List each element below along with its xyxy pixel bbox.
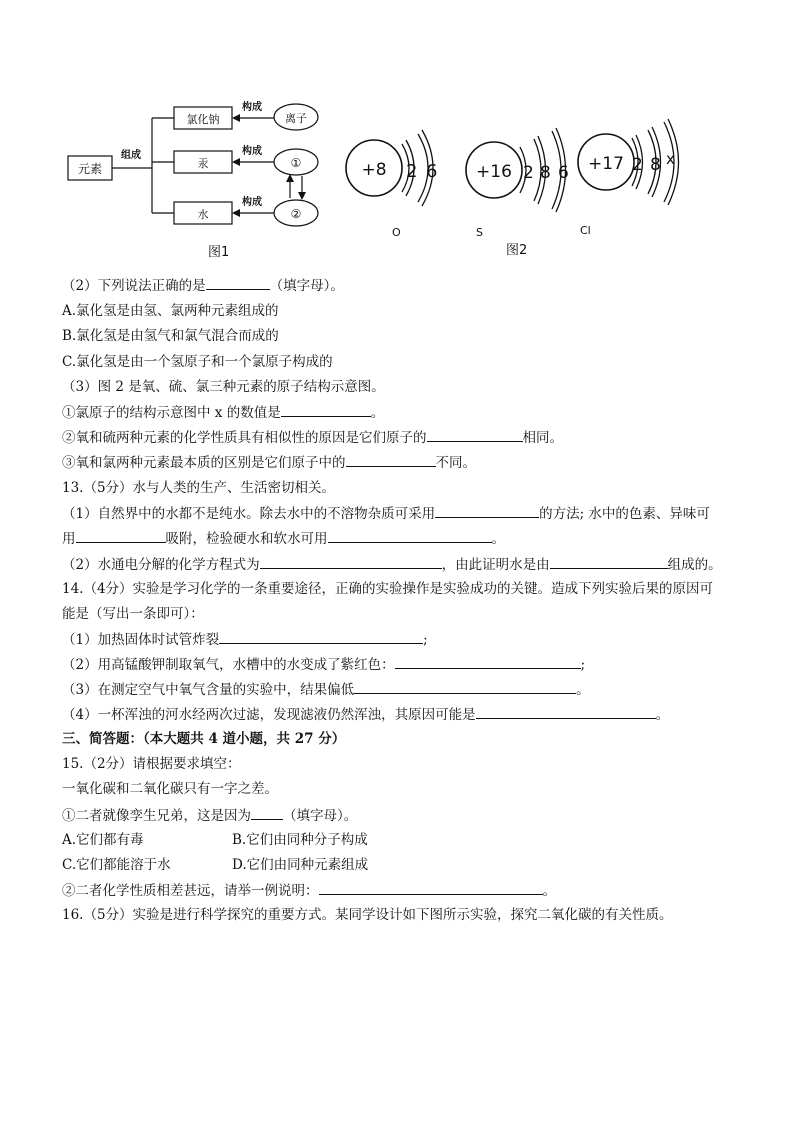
figure1-caption: 图1 — [208, 245, 230, 260]
q13-p1-blank3[interactable] — [328, 529, 492, 543]
atom-o-symbol: O — [392, 226, 401, 239]
q15-intro: 一氧化碳和二氧化碳只有一字之差。 — [62, 781, 278, 797]
q12-sub2: ②氧和硫两种元素的化学性质具有相似性的原因是它们原子的 相同。 — [62, 430, 563, 446]
q15-options-ab — [62, 831, 368, 849]
q12-part3: （3）图 2 是氧、硫、氯三种元素的原子结构示意图。 — [62, 379, 385, 395]
q13-part1-line1: （1）自然界中的水都不是纯水。除去水中的不溶物杂质可采用 的方法; 水中的色素、异味可 — [62, 506, 710, 522]
section3-title: 三、简答题：（本大题共 4 道小题，共 27 分） — [62, 731, 346, 747]
figure-area — [66, 92, 706, 264]
q14-i3-blank[interactable] — [354, 680, 576, 694]
atom-cl-shell-2: 8 — [650, 155, 661, 175]
q14-head-2: 能是（写出一条即可）： — [62, 606, 204, 622]
q14-item3: （3）在测定空气中氧气含量的实验中，结果偏低 。 — [62, 682, 590, 698]
q14-item2: （2）用高锰酸钾制取氧气，水槽中的水变成了紫红色： ; — [62, 657, 586, 673]
circle-1-label: ① — [290, 156, 302, 170]
atom-s-shell-2: 8 — [540, 163, 551, 183]
atom-cl-shell-3: x — [666, 150, 675, 168]
q12-option-b: B.氯化氢是由氢气和氯气混合而成的 — [62, 328, 279, 344]
q13-p2-blank2[interactable] — [550, 555, 668, 569]
q15-options-cd — [62, 856, 368, 874]
q12-p2-blank[interactable] — [206, 276, 270, 290]
q16-head: 16.（5分）实验是进行科学探究的重要方式。某同学设计如下图所示实验，探究二氧化碳的有关性质。 — [62, 907, 673, 923]
atom-sulfur — [466, 128, 569, 239]
q13-p1-blank1[interactable] — [435, 504, 539, 518]
q13-p2-blank1[interactable] — [260, 555, 442, 569]
q15-sub2: ②二者化学性质相差甚远，请举一例说明： 。 — [62, 883, 556, 899]
box-gong-label: 汞 — [197, 157, 209, 170]
atom-s-shell-3: 6 — [558, 163, 569, 183]
atom-cl-nucleus: +17 — [588, 154, 624, 174]
q13-part1-line2: 用 吸附，检验硬水和软水可用 。 — [62, 531, 505, 547]
q12-part2: （2）下列说法正确的是 （填字母）。 — [62, 278, 344, 294]
box-yuansu-label: 元素 — [77, 162, 103, 176]
q12-option-a: A.氯化氢是由氢、氯两种元素组成的 — [62, 303, 279, 319]
label-goucheng-3: 构成 — [242, 197, 262, 208]
q14-i2-blank[interactable] — [395, 655, 581, 669]
label-zucheng: 组成 — [121, 150, 141, 161]
atom-s-shell-1: 2 — [523, 163, 534, 183]
q12-s3-blank[interactable] — [346, 453, 436, 467]
q15-option-c: C.它们都能溶于水 — [62, 857, 171, 873]
figure1-diagram — [68, 100, 318, 260]
atom-cl-symbol: Cl — [580, 224, 591, 237]
box-lvhuana-label: 氯化钠 — [186, 113, 220, 126]
atom-o-shell-1: 2 — [406, 161, 418, 182]
q15-head: 15.（2分）请根据要求填空： — [62, 756, 241, 772]
q12-option-c: C.氯化氢是由一个氢原子和一个氯原子构成的 — [62, 354, 333, 370]
circle-2-label: ② — [290, 207, 302, 221]
figure2-diagram — [346, 119, 679, 258]
q14-head-1: 14.（4分）实验是学习化学的一条重要途径，正确的实验操作是实验成功的关键。造成下列实验后果的原因可 — [62, 581, 714, 597]
box-shui-label: 水 — [197, 208, 209, 221]
q12-s2-blank[interactable] — [427, 428, 523, 442]
q14-i4-blank[interactable] — [476, 705, 656, 719]
atom-s-nucleus: +16 — [476, 162, 512, 182]
q13-p1-blank2[interactable] — [76, 529, 166, 543]
q14-i1-blank[interactable] — [219, 630, 423, 644]
label-goucheng-2: 构成 — [242, 146, 262, 157]
q15-option-a: A.它们都有毒 — [62, 832, 144, 848]
q14-item1: （1）加热固体时试管炸裂 ; — [62, 632, 428, 648]
q13-part2: （2）水通电分解的化学方程式为 ，由此证明水是由 组成的。 — [62, 557, 722, 573]
q15-s1-blank[interactable] — [251, 806, 283, 820]
q12-sub3: ③氧和氯两种元素最本质的区别是它们原子中的 不同。 — [62, 455, 476, 471]
figure2-caption: 图2 — [506, 243, 528, 258]
q12-s1-blank[interactable] — [281, 403, 371, 417]
q15-sub1: ①二者就像孪生兄弟，这是因为 （填字母）。 — [62, 808, 358, 824]
q14-item4: （4）一杯浑浊的河水经两次过滤，发现滤液仍然浑浊，其原因可能是 。 — [62, 707, 670, 723]
circle-lizi-label: 离子 — [285, 112, 307, 125]
atom-chlorine — [578, 119, 679, 237]
q15-s2-blank[interactable] — [319, 881, 543, 895]
label-goucheng-1: 构成 — [242, 102, 262, 113]
atom-o-nucleus: +8 — [361, 160, 387, 180]
q15-option-b: B.它们由同种分子构成 — [232, 832, 368, 848]
atom-o-shell-2: 6 — [426, 161, 438, 182]
atom-oxygen — [346, 130, 437, 239]
q13-head: 13.（5分）水与人类的生产、生活密切相关。 — [62, 480, 336, 496]
atom-s-symbol: S — [476, 226, 483, 239]
q12-sub1: ①氯原子的结构示意图中 x 的数值是 。 — [62, 405, 385, 421]
atom-cl-shell-1: 2 — [632, 155, 643, 175]
q15-option-d: D.它们由同种元素组成 — [232, 857, 369, 873]
